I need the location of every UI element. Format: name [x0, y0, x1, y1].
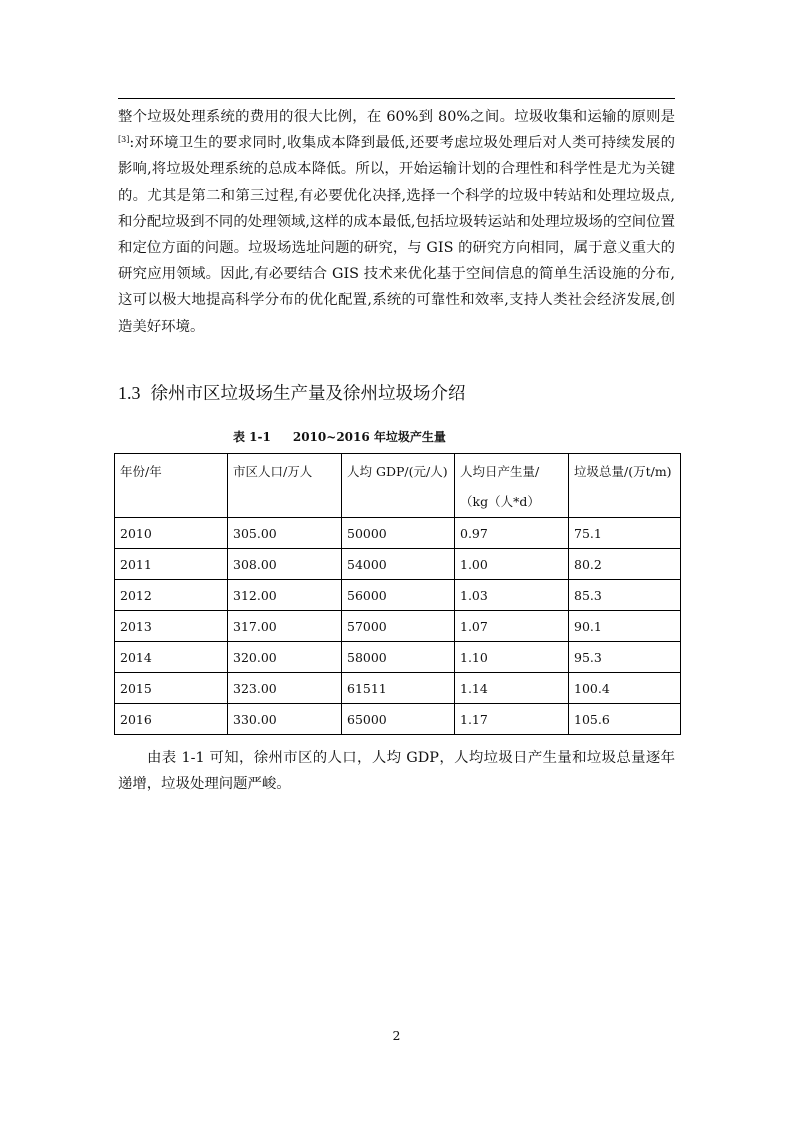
table-row — [115, 642, 681, 673]
table-cell: 320.00 — [228, 642, 342, 673]
table-cell: 90.1 — [569, 611, 681, 642]
table-cell: 1.07 — [455, 611, 569, 642]
table-cell: 2011 — [115, 549, 228, 580]
header-cell-year: 年份/年 — [115, 454, 228, 518]
table-row — [115, 580, 681, 611]
table-cell: 50000 — [342, 518, 455, 549]
table-cell: 80.2 — [569, 549, 681, 580]
table-cell: 57000 — [342, 611, 455, 642]
waste-production-table — [114, 453, 681, 735]
table-caption-title: 2010~2016 年垃圾产生量 — [292, 430, 446, 444]
table-cell: 54000 — [342, 549, 455, 580]
table-cell: 85.3 — [569, 580, 681, 611]
table-cell: 56000 — [342, 580, 455, 611]
table-cell: 1.00 — [455, 549, 569, 580]
table-cell: 2013 — [115, 611, 228, 642]
table-caption-id: 表 1-1 — [233, 430, 271, 444]
table-cell: 61511 — [342, 673, 455, 704]
table-cell: 1.14 — [455, 673, 569, 704]
header-cell-daily-waste-per-capita: 人均日产生量/（kg（人*d） — [455, 454, 569, 518]
section-heading — [118, 378, 466, 409]
header-cell-population: 市区人口/万人 — [228, 454, 342, 518]
body-paragraph — [118, 104, 675, 340]
header-cell-total-waste: 垃圾总量/(万t/m) — [569, 454, 681, 518]
citation-reference[interactable]: [3] — [118, 135, 130, 145]
table-row — [115, 549, 681, 580]
table-cell: 105.6 — [569, 704, 681, 735]
table-cell: 312.00 — [228, 580, 342, 611]
body-text-after-citation: :对环境卫生的要求同时,收集成本降到最低,还要考虑垃圾处理后对人类可持续发展的影响,将垃圾处理系统的总成本降低。所以，开始运输计划的合理性和科学性是尤为关键的。尤其是第二和第三过程,有必要优化决择,选择一个科学的垃圾中转站和处理垃圾点,和分配垃圾到不同的处理领域,这样的成本最低,包括垃圾转运站和处理垃圾场的空间位置和定位方面的问题。垃圾场选址问题的研究，与 GIS 的研究方向相同，属于意义重大的研究应用领域。因此,有必要结合 GIS 技术来优化基于空间信息的简单生活设施的分布,这可以极大地提高科学分布的优化配置,系统的可靠性和效率,支持人类社会经济发展,创造美好环境。 — [118, 135, 675, 335]
table-row — [115, 518, 681, 549]
table-cell: 100.4 — [569, 673, 681, 704]
table-row — [115, 673, 681, 704]
section-number: 1.3 — [118, 383, 141, 403]
table-cell: 323.00 — [228, 673, 342, 704]
table-cell: 1.03 — [455, 580, 569, 611]
table-cell: 305.00 — [228, 518, 342, 549]
table-cell: 317.00 — [228, 611, 342, 642]
header-cell-gdp-per-capita: 人均 GDP/(元/人) — [342, 454, 455, 518]
table-cell: 1.10 — [455, 642, 569, 673]
section-title: 徐州市区垃圾场生产量及徐州垃圾场介绍 — [150, 384, 466, 404]
table-row — [115, 704, 681, 735]
page-number: 2 — [392, 1028, 401, 1043]
table-cell: 58000 — [342, 642, 455, 673]
table-row — [115, 611, 681, 642]
table-cell: 75.1 — [569, 518, 681, 549]
table-cell: 2014 — [115, 642, 228, 673]
table-cell: 2016 — [115, 704, 228, 735]
table-cell: 2012 — [115, 580, 228, 611]
table-cell: 0.97 — [455, 518, 569, 549]
table-cell: 2010 — [115, 518, 228, 549]
header-rule — [118, 98, 675, 99]
body-text-before-citation: 整个垃圾处理系统的费用的很大比例，在 60%到 80%之间。垃圾收集和运输的原则是 — [118, 109, 675, 125]
conclusion-paragraph: 由表 1-1 可知，徐州市区的人口，人均 GDP，人均垃圾日产生量和垃圾总量逐年递增，垃圾处理问题严峻。 — [118, 750, 675, 793]
table-cell: 2015 — [115, 673, 228, 704]
table-cell: 1.17 — [455, 704, 569, 735]
table-caption — [233, 428, 446, 446]
table-cell: 65000 — [342, 704, 455, 735]
table-cell: 330.00 — [228, 704, 342, 735]
table-cell: 308.00 — [228, 549, 342, 580]
table-cell: 95.3 — [569, 642, 681, 673]
table-header-row — [115, 454, 681, 518]
